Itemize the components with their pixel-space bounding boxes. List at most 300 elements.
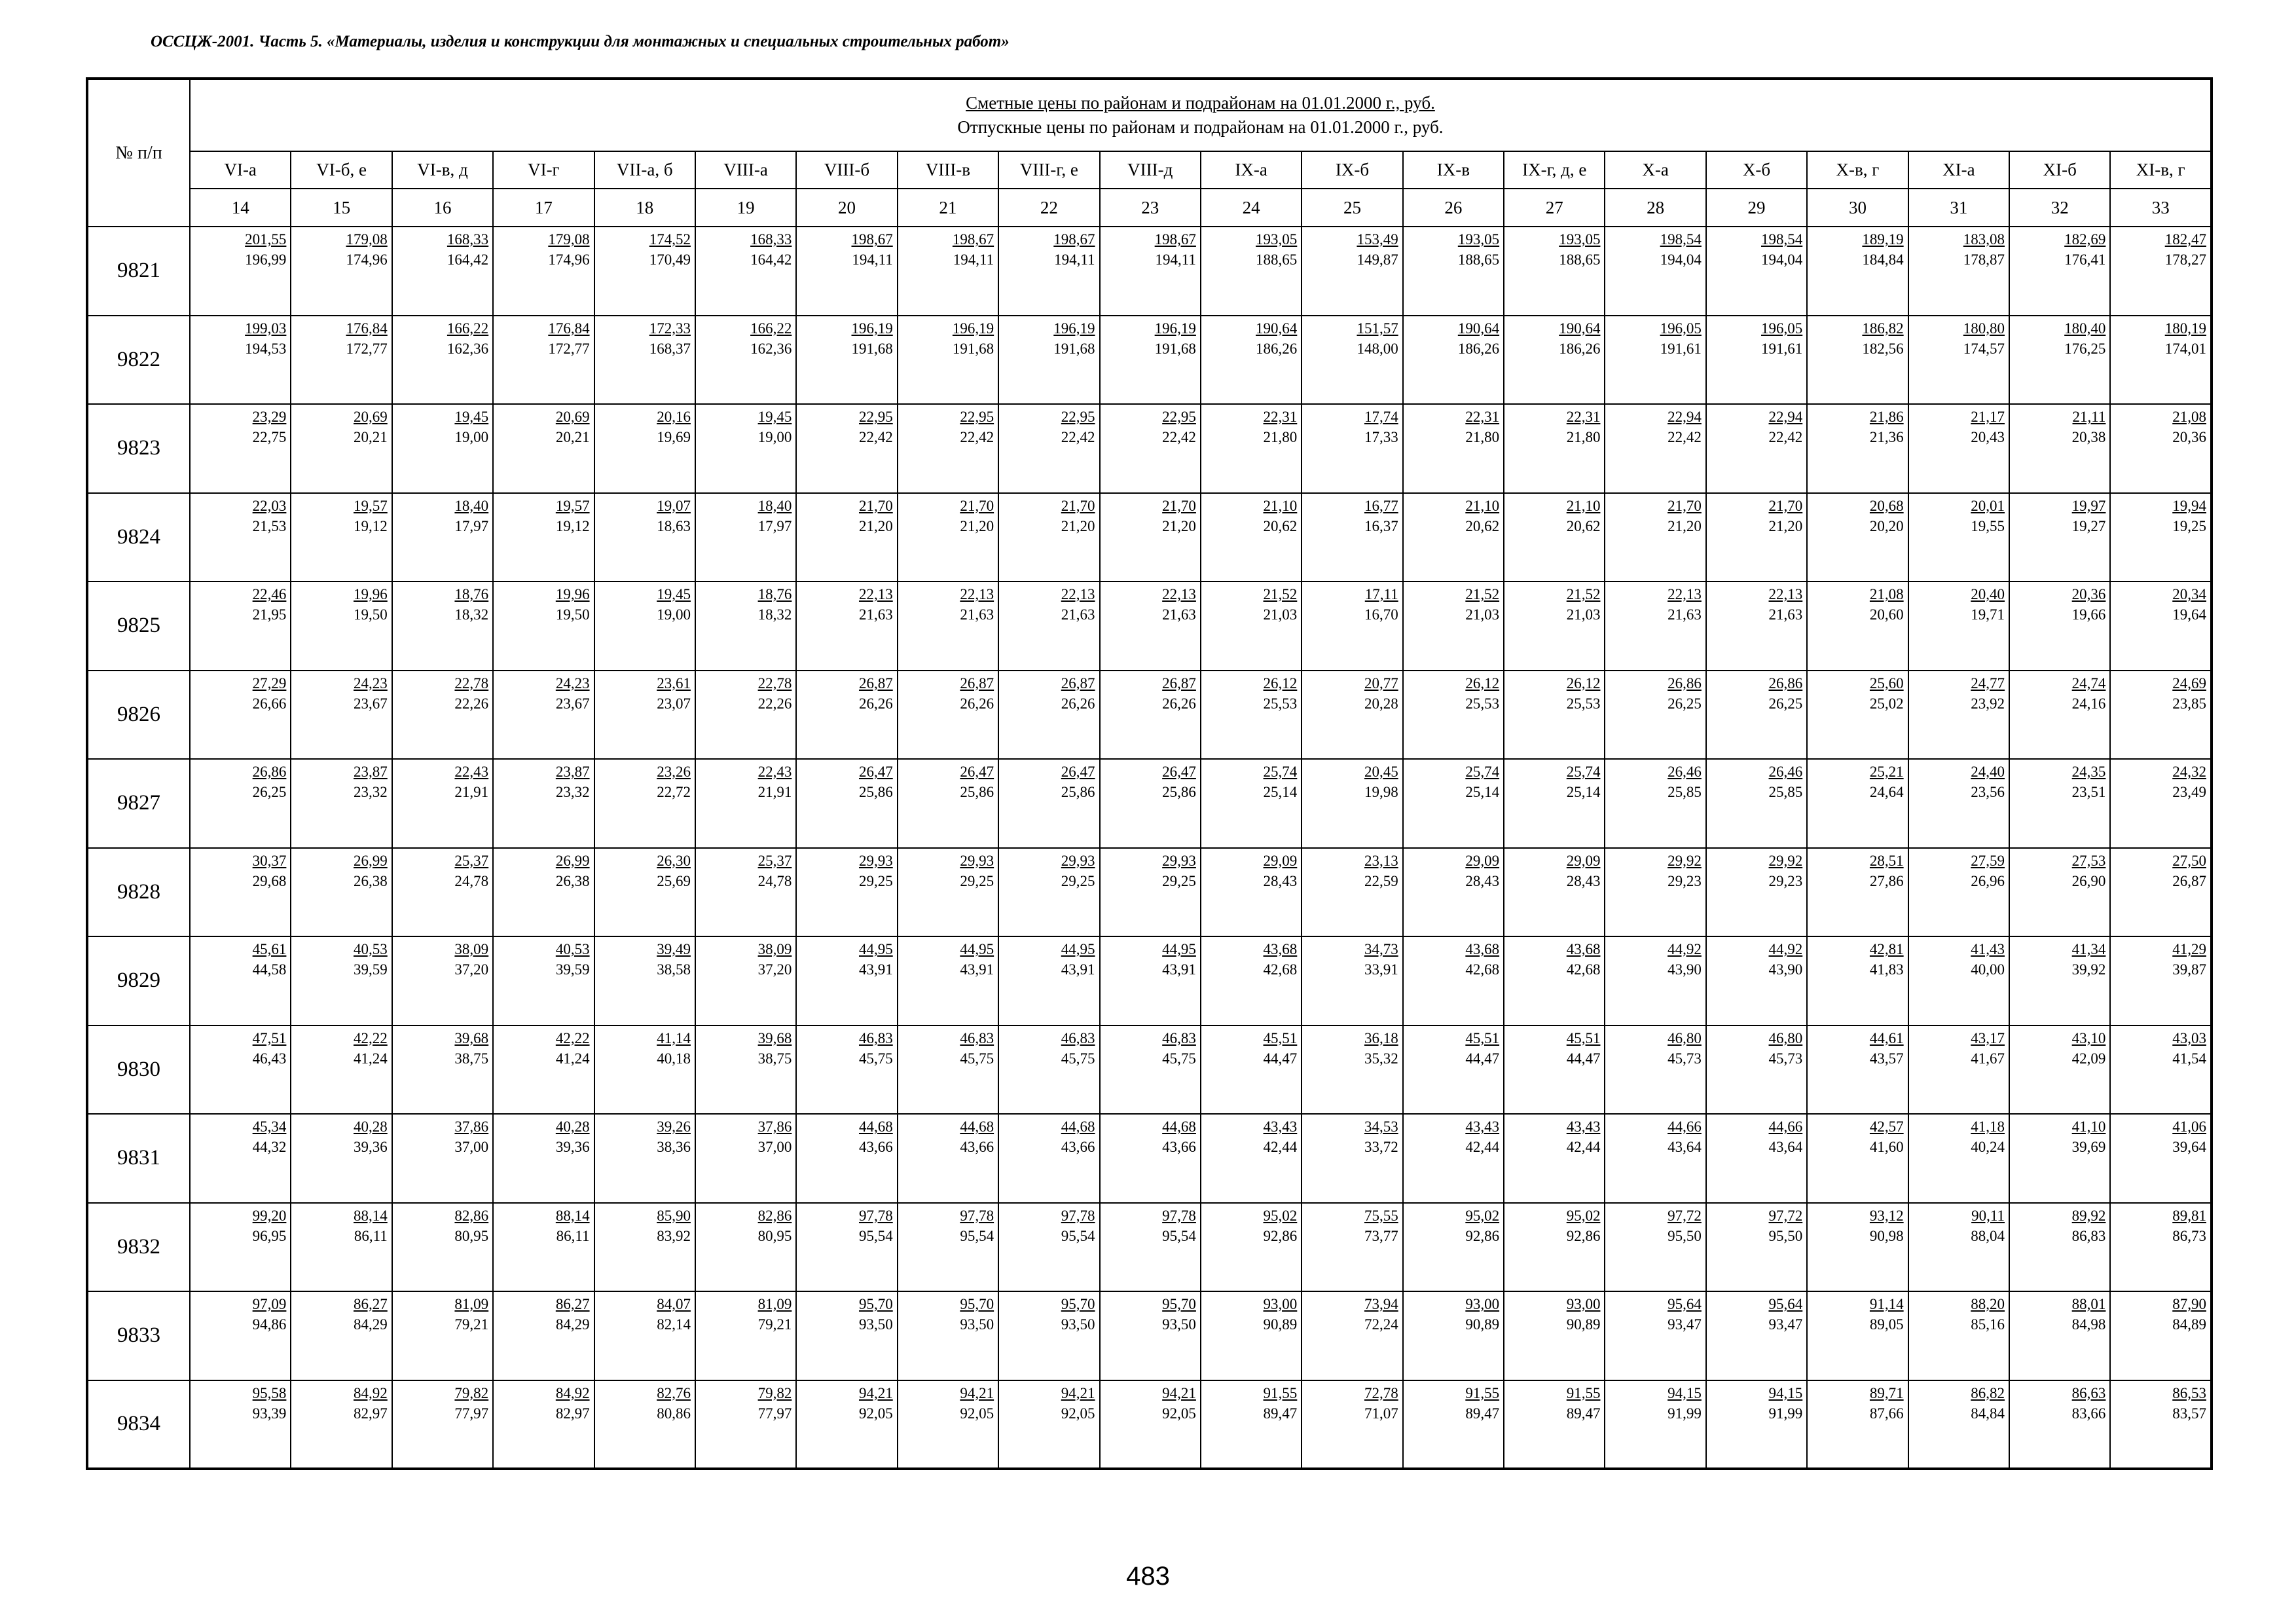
wholesale-price: 92,86 xyxy=(1465,1227,1500,1244)
estimated-price: 22,46 xyxy=(252,586,287,602)
estimated-price: 193,05 xyxy=(1256,231,1298,248)
column-number: 21 xyxy=(898,189,998,227)
estimated-price: 94,21 xyxy=(1162,1384,1196,1401)
estimated-price: 95,02 xyxy=(1465,1207,1500,1224)
wholesale-price: 172,77 xyxy=(346,340,388,357)
estimated-price: 44,68 xyxy=(1162,1118,1196,1135)
estimated-price: 19,94 xyxy=(2172,497,2206,514)
estimated-price: 20,68 xyxy=(1869,497,1904,514)
estimated-price: 95,70 xyxy=(1061,1296,1095,1312)
wholesale-price: 26,66 xyxy=(252,695,287,712)
wholesale-price: 174,96 xyxy=(346,251,388,268)
wholesale-price: 186,26 xyxy=(1256,340,1298,357)
np-header: № п/п xyxy=(87,79,190,227)
price-cell xyxy=(493,759,594,848)
price-cell xyxy=(291,493,392,582)
price-cell xyxy=(1504,404,1605,493)
wholesale-price: 22,42 xyxy=(1667,429,1702,445)
price-cell xyxy=(1605,759,1705,848)
estimated-price: 94,21 xyxy=(960,1384,994,1401)
estimated-price: 198,67 xyxy=(1154,231,1196,248)
estimated-price: 47,51 xyxy=(252,1029,287,1046)
price-cell xyxy=(898,316,998,405)
price-cell xyxy=(1706,316,1807,405)
wholesale-price: 191,61 xyxy=(1660,340,1702,357)
wholesale-price: 90,89 xyxy=(1263,1316,1298,1333)
price-cell xyxy=(2110,759,2212,848)
estimated-price: 196,05 xyxy=(1660,320,1702,337)
price-cell xyxy=(2009,1291,2110,1380)
estimated-price: 43,17 xyxy=(1971,1029,2005,1046)
wholesale-price: 21,20 xyxy=(1768,517,1803,534)
estimated-price: 24,32 xyxy=(2172,764,2206,780)
estimated-price: 25,37 xyxy=(454,852,489,869)
price-cell xyxy=(2009,759,2110,848)
wholesale-price: 25,14 xyxy=(1263,784,1298,800)
wholesale-price: 25,86 xyxy=(858,784,893,800)
estimated-price: 91,55 xyxy=(1263,1384,1298,1401)
wholesale-price: 92,05 xyxy=(858,1405,893,1422)
price-cell xyxy=(1100,316,1201,405)
price-cell xyxy=(392,493,493,582)
price-cell xyxy=(898,759,998,848)
district-header: VIII-г, е xyxy=(998,151,1099,189)
wholesale-price: 83,66 xyxy=(2071,1405,2106,1422)
district-header: VIII-в xyxy=(898,151,998,189)
estimated-price: 93,00 xyxy=(1263,1296,1298,1312)
estimated-price: 21,70 xyxy=(1667,497,1702,514)
estimated-price: 26,12 xyxy=(1465,674,1500,692)
estimated-price: 20,45 xyxy=(1364,764,1398,780)
price-cell xyxy=(898,1380,998,1469)
table-row xyxy=(87,404,2212,493)
estimated-price: 86,53 xyxy=(2172,1384,2206,1401)
estimated-price: 168,33 xyxy=(750,231,792,248)
price-cell xyxy=(1403,671,1504,760)
wholesale-price: 25,53 xyxy=(1263,695,1298,712)
wholesale-price: 194,11 xyxy=(852,251,893,268)
estimated-price: 20,69 xyxy=(555,409,590,425)
price-cell xyxy=(998,581,1099,671)
estimated-price: 21,70 xyxy=(1061,497,1095,514)
wholesale-price: 25,53 xyxy=(1566,695,1601,712)
price-cell xyxy=(190,1380,291,1469)
column-number: 16 xyxy=(392,189,493,227)
price-cell xyxy=(291,671,392,760)
column-number: 24 xyxy=(1201,189,1302,227)
wholesale-price: 19,12 xyxy=(354,517,388,534)
wholesale-price: 19,64 xyxy=(2172,606,2206,623)
wholesale-price: 40,00 xyxy=(1971,961,2005,978)
wholesale-price: 19,25 xyxy=(2172,517,2206,534)
estimated-price: 82,86 xyxy=(454,1207,489,1224)
wholesale-price: 21,03 xyxy=(1465,606,1500,623)
row-number: 9834 xyxy=(87,1380,190,1469)
row-number: 9825 xyxy=(87,581,190,671)
estimated-price: 179,08 xyxy=(346,231,388,248)
estimated-price: 46,80 xyxy=(1667,1029,1702,1046)
price-cell xyxy=(1403,936,1504,1025)
wholesale-price: 19,66 xyxy=(2071,606,2106,623)
wholesale-price: 20,21 xyxy=(354,429,388,445)
table-row xyxy=(87,1380,2212,1469)
price-cell xyxy=(190,1203,291,1292)
estimated-price: 190,64 xyxy=(1559,320,1601,337)
estimated-price: 180,19 xyxy=(2164,320,2206,337)
wholesale-price: 95,50 xyxy=(1768,1227,1803,1244)
wholesale-price: 71,07 xyxy=(1364,1405,1398,1422)
wholesale-price: 22,42 xyxy=(858,429,893,445)
estimated-price: 17,11 xyxy=(1364,586,1398,602)
wholesale-price: 90,89 xyxy=(1566,1316,1601,1333)
wholesale-price: 19,98 xyxy=(1364,784,1398,800)
price-cell xyxy=(190,493,291,582)
price-cell xyxy=(190,1291,291,1380)
estimated-price: 23,26 xyxy=(657,764,691,780)
estimated-price: 40,53 xyxy=(555,941,590,957)
wholesale-price: 26,87 xyxy=(2172,872,2206,889)
wholesale-price: 21,80 xyxy=(1263,429,1298,445)
wholesale-price: 28,43 xyxy=(1566,872,1601,889)
price-cell xyxy=(1504,1203,1605,1292)
wholesale-price: 21,91 xyxy=(454,784,489,800)
price-cell xyxy=(1605,848,1705,937)
wholesale-price: 38,75 xyxy=(757,1050,792,1067)
estimated-price: 20,40 xyxy=(1971,586,2005,602)
price-cell xyxy=(392,1203,493,1292)
wholesale-price: 45,75 xyxy=(1162,1050,1196,1067)
estimated-price: 91,14 xyxy=(1869,1296,1904,1312)
price-cell xyxy=(291,936,392,1025)
price-cell xyxy=(1100,1380,1201,1469)
price-cell xyxy=(1807,493,1908,582)
estimated-price: 37,86 xyxy=(454,1118,489,1135)
price-cell xyxy=(392,581,493,671)
price-cell xyxy=(898,404,998,493)
table-row xyxy=(87,1291,2212,1380)
estimated-price: 41,06 xyxy=(2172,1118,2206,1135)
running-header: ОССЦЖ-2001. Часть 5. «Материалы, изделия и конструкции для монтажных и специальных строительных работ» xyxy=(151,33,1010,50)
estimated-price: 93,12 xyxy=(1869,1207,1904,1224)
column-number: 28 xyxy=(1605,189,1705,227)
wholesale-price: 174,96 xyxy=(548,251,590,268)
estimated-price: 25,60 xyxy=(1869,674,1904,692)
estimated-price: 42,57 xyxy=(1869,1118,1904,1135)
row-number: 9824 xyxy=(87,493,190,582)
estimated-price: 176,84 xyxy=(346,320,388,337)
price-cell xyxy=(1706,493,1807,582)
estimated-price: 23,13 xyxy=(1364,852,1398,869)
wholesale-price: 21,95 xyxy=(252,606,287,623)
price-cell xyxy=(695,1291,796,1380)
price-cell xyxy=(392,1114,493,1203)
estimated-price: 23,61 xyxy=(657,674,691,692)
estimated-price: 86,82 xyxy=(1971,1384,2005,1401)
price-cell xyxy=(998,493,1099,582)
wholesale-price: 44,47 xyxy=(1465,1050,1500,1067)
price-cell xyxy=(796,493,897,582)
price-cell xyxy=(2009,404,2110,493)
price-cell xyxy=(1504,1291,1605,1380)
price-cell xyxy=(2009,848,2110,937)
row-number: 9832 xyxy=(87,1203,190,1292)
wholesale-price: 84,29 xyxy=(555,1316,590,1333)
price-cell xyxy=(2009,493,2110,582)
wholesale-price: 38,75 xyxy=(454,1050,489,1067)
wholesale-price: 21,53 xyxy=(252,517,287,534)
wholesale-price: 44,47 xyxy=(1566,1050,1601,1067)
wholesale-price: 20,60 xyxy=(1869,606,1904,623)
estimated-price: 23,29 xyxy=(252,409,287,425)
district-header: XI-в, г xyxy=(2110,151,2212,189)
page-number: 483 xyxy=(1126,1562,1170,1591)
price-cell xyxy=(695,227,796,316)
price-cell xyxy=(1807,227,1908,316)
price-cell xyxy=(1908,671,2009,760)
wholesale-price: 22,72 xyxy=(657,784,691,800)
estimated-price: 18,40 xyxy=(757,497,792,514)
price-cell xyxy=(2110,404,2212,493)
estimated-price: 39,68 xyxy=(454,1029,489,1046)
estimated-price: 21,11 xyxy=(2072,409,2106,425)
price-cell xyxy=(1100,671,1201,760)
estimated-price: 39,26 xyxy=(657,1118,691,1135)
estimated-price: 41,14 xyxy=(657,1029,691,1046)
estimated-price: 20,77 xyxy=(1364,674,1398,692)
price-cell xyxy=(1706,936,1807,1025)
price-cell xyxy=(1504,1380,1605,1469)
price-cell xyxy=(1807,581,1908,671)
wholesale-price: 29,25 xyxy=(858,872,893,889)
price-cell xyxy=(796,1291,897,1380)
wholesale-price: 40,18 xyxy=(657,1050,691,1067)
estimated-price: 22,78 xyxy=(454,674,489,692)
wholesale-price: 23,56 xyxy=(1971,784,2005,800)
table-row xyxy=(87,936,2212,1025)
estimated-price: 79,82 xyxy=(757,1384,792,1401)
table-row xyxy=(87,848,2212,937)
estimated-price: 94,15 xyxy=(1768,1384,1803,1401)
price-cell xyxy=(2009,936,2110,1025)
estimated-price: 19,96 xyxy=(354,586,388,602)
wholesale-price: 26,90 xyxy=(2071,872,2106,889)
estimated-price: 22,95 xyxy=(1061,409,1095,425)
wholesale-price: 191,68 xyxy=(1053,340,1095,357)
price-cell xyxy=(2110,1380,2212,1469)
price-cell xyxy=(291,1025,392,1115)
wholesale-price: 33,91 xyxy=(1364,961,1398,978)
price-cell xyxy=(796,671,897,760)
wholesale-price: 21,80 xyxy=(1566,429,1601,445)
price-cell xyxy=(1504,759,1605,848)
price-cell xyxy=(594,848,695,937)
wholesale-price: 188,65 xyxy=(1256,251,1298,268)
estimated-price: 99,20 xyxy=(252,1207,287,1224)
wholesale-price: 93,47 xyxy=(1667,1316,1702,1333)
price-cell xyxy=(1908,1025,2009,1115)
estimated-price: 18,76 xyxy=(757,586,792,602)
estimated-price: 24,74 xyxy=(2071,674,2106,692)
estimated-price: 16,77 xyxy=(1364,497,1398,514)
wholesale-price: 21,63 xyxy=(1768,606,1803,623)
estimated-price: 198,67 xyxy=(952,231,994,248)
estimated-price: 25,74 xyxy=(1465,764,1500,780)
price-cell xyxy=(392,759,493,848)
estimated-price: 24,23 xyxy=(354,674,388,692)
price-cell xyxy=(1908,1380,2009,1469)
wholesale-price: 44,32 xyxy=(252,1139,287,1155)
wholesale-price: 29,23 xyxy=(1667,872,1702,889)
estimated-price: 190,64 xyxy=(1256,320,1298,337)
price-cell xyxy=(1706,1025,1807,1115)
estimated-price: 21,86 xyxy=(1869,409,1904,425)
price-cell xyxy=(1201,671,1302,760)
price-cell xyxy=(1807,1114,1908,1203)
wholesale-price: 23,32 xyxy=(354,784,388,800)
estimated-price: 72,78 xyxy=(1364,1384,1398,1401)
wholesale-price: 29,25 xyxy=(960,872,994,889)
estimated-price: 26,87 xyxy=(960,674,994,692)
estimated-price: 44,66 xyxy=(1667,1118,1702,1135)
price-cell xyxy=(392,316,493,405)
estimated-price: 40,53 xyxy=(354,941,388,957)
price-cell xyxy=(1706,848,1807,937)
wholesale-price: 25,14 xyxy=(1465,784,1500,800)
price-cell xyxy=(998,1114,1099,1203)
price-cell xyxy=(1504,671,1605,760)
price-cell xyxy=(1403,227,1504,316)
wholesale-price: 39,59 xyxy=(555,961,590,978)
estimated-price: 24,69 xyxy=(2172,674,2206,692)
wholesale-price: 89,47 xyxy=(1465,1405,1500,1422)
wholesale-price: 79,21 xyxy=(454,1316,489,1333)
wholesale-price: 92,05 xyxy=(960,1405,994,1422)
price-cell xyxy=(1302,848,1402,937)
wholesale-price: 87,66 xyxy=(1869,1405,1904,1422)
price-cell xyxy=(1807,848,1908,937)
estimated-price: 46,83 xyxy=(1162,1029,1196,1046)
price-cell xyxy=(1807,936,1908,1025)
price-cell xyxy=(1807,1203,1908,1292)
wholesale-price: 45,73 xyxy=(1768,1050,1803,1067)
price-cell xyxy=(1908,1291,2009,1380)
wholesale-price: 45,75 xyxy=(858,1050,893,1067)
price-cell xyxy=(695,1203,796,1292)
wholesale-price: 24,64 xyxy=(1869,784,1904,800)
wholesale-price: 24,78 xyxy=(454,872,489,889)
estimated-price: 21,52 xyxy=(1566,586,1601,602)
price-cell xyxy=(291,1114,392,1203)
price-cell xyxy=(1302,227,1402,316)
district-header: VIII-б xyxy=(796,151,897,189)
estimated-price: 166,22 xyxy=(750,320,792,337)
table-row xyxy=(87,1114,2212,1203)
wholesale-price: 89,05 xyxy=(1869,1316,1904,1333)
price-cell xyxy=(1302,936,1402,1025)
table-title-estimated: Сметные цены по районам и подрайонам на 01.01.2000 г., руб. xyxy=(966,93,1435,113)
wholesale-price: 21,03 xyxy=(1263,606,1298,623)
price-cell xyxy=(1504,316,1605,405)
wholesale-price: 86,11 xyxy=(556,1227,590,1244)
wholesale-price: 39,92 xyxy=(2071,961,2106,978)
estimated-price: 29,93 xyxy=(1162,852,1196,869)
estimated-price: 94,15 xyxy=(1667,1384,1702,1401)
price-cell xyxy=(1908,316,2009,405)
price-cell xyxy=(1403,1025,1504,1115)
estimated-price: 22,95 xyxy=(1162,409,1196,425)
district-header: XI-б xyxy=(2009,151,2110,189)
estimated-price: 172,33 xyxy=(649,320,691,337)
wholesale-price: 186,26 xyxy=(1457,340,1500,357)
wholesale-price: 194,11 xyxy=(953,251,994,268)
wholesale-price: 188,65 xyxy=(1457,251,1500,268)
price-cell xyxy=(1605,316,1705,405)
wholesale-price: 17,97 xyxy=(757,517,792,534)
wholesale-price: 26,38 xyxy=(555,872,590,889)
price-cell xyxy=(291,1291,392,1380)
estimated-price: 42,81 xyxy=(1869,941,1904,957)
estimated-price: 29,09 xyxy=(1566,852,1601,869)
price-cell xyxy=(796,581,897,671)
estimated-price: 22,13 xyxy=(960,586,994,602)
wholesale-price: 21,63 xyxy=(960,606,994,623)
wholesale-price: 95,54 xyxy=(858,1227,893,1244)
estimated-price: 26,86 xyxy=(1768,674,1803,692)
estimated-price: 29,09 xyxy=(1465,852,1500,869)
price-cell xyxy=(1302,1203,1402,1292)
price-cell xyxy=(1605,1025,1705,1115)
price-cell xyxy=(2110,1203,2212,1292)
price-cell xyxy=(1201,1291,1302,1380)
price-cell xyxy=(190,227,291,316)
wholesale-price: 19,50 xyxy=(555,606,590,623)
price-cell xyxy=(695,316,796,405)
estimated-price: 43,03 xyxy=(2172,1029,2206,1046)
wholesale-price: 80,86 xyxy=(657,1405,691,1422)
wholesale-price: 16,37 xyxy=(1364,517,1398,534)
estimated-price: 153,49 xyxy=(1357,231,1398,248)
price-cell xyxy=(1504,227,1605,316)
district-header: VI-б, е xyxy=(291,151,392,189)
wholesale-price: 39,59 xyxy=(354,961,388,978)
price-cell xyxy=(2009,1203,2110,1292)
price-cell xyxy=(695,404,796,493)
wholesale-price: 186,26 xyxy=(1559,340,1601,357)
estimated-price: 22,43 xyxy=(454,764,489,780)
wholesale-price: 19,00 xyxy=(454,429,489,445)
estimated-price: 22,43 xyxy=(757,764,792,780)
price-cell xyxy=(493,1025,594,1115)
price-cell xyxy=(1201,227,1302,316)
price-cell xyxy=(898,1291,998,1380)
table-row xyxy=(87,1025,2212,1115)
wholesale-price: 80,95 xyxy=(454,1227,489,1244)
estimated-price: 73,94 xyxy=(1364,1296,1398,1312)
wholesale-price: 23,85 xyxy=(2172,695,2206,712)
price-cell xyxy=(796,316,897,405)
wholesale-price: 164,42 xyxy=(446,251,489,268)
row-number: 9828 xyxy=(87,848,190,937)
estimated-price: 41,34 xyxy=(2071,941,2106,957)
estimated-price: 36,18 xyxy=(1364,1029,1398,1046)
estimated-price: 21,08 xyxy=(2172,409,2206,425)
estimated-price: 21,08 xyxy=(1869,586,1904,602)
price-cell xyxy=(2110,671,2212,760)
price-cell xyxy=(1403,316,1504,405)
wholesale-price: 162,36 xyxy=(446,340,489,357)
wholesale-price: 25,69 xyxy=(657,872,691,889)
wholesale-price: 16,70 xyxy=(1364,606,1398,623)
